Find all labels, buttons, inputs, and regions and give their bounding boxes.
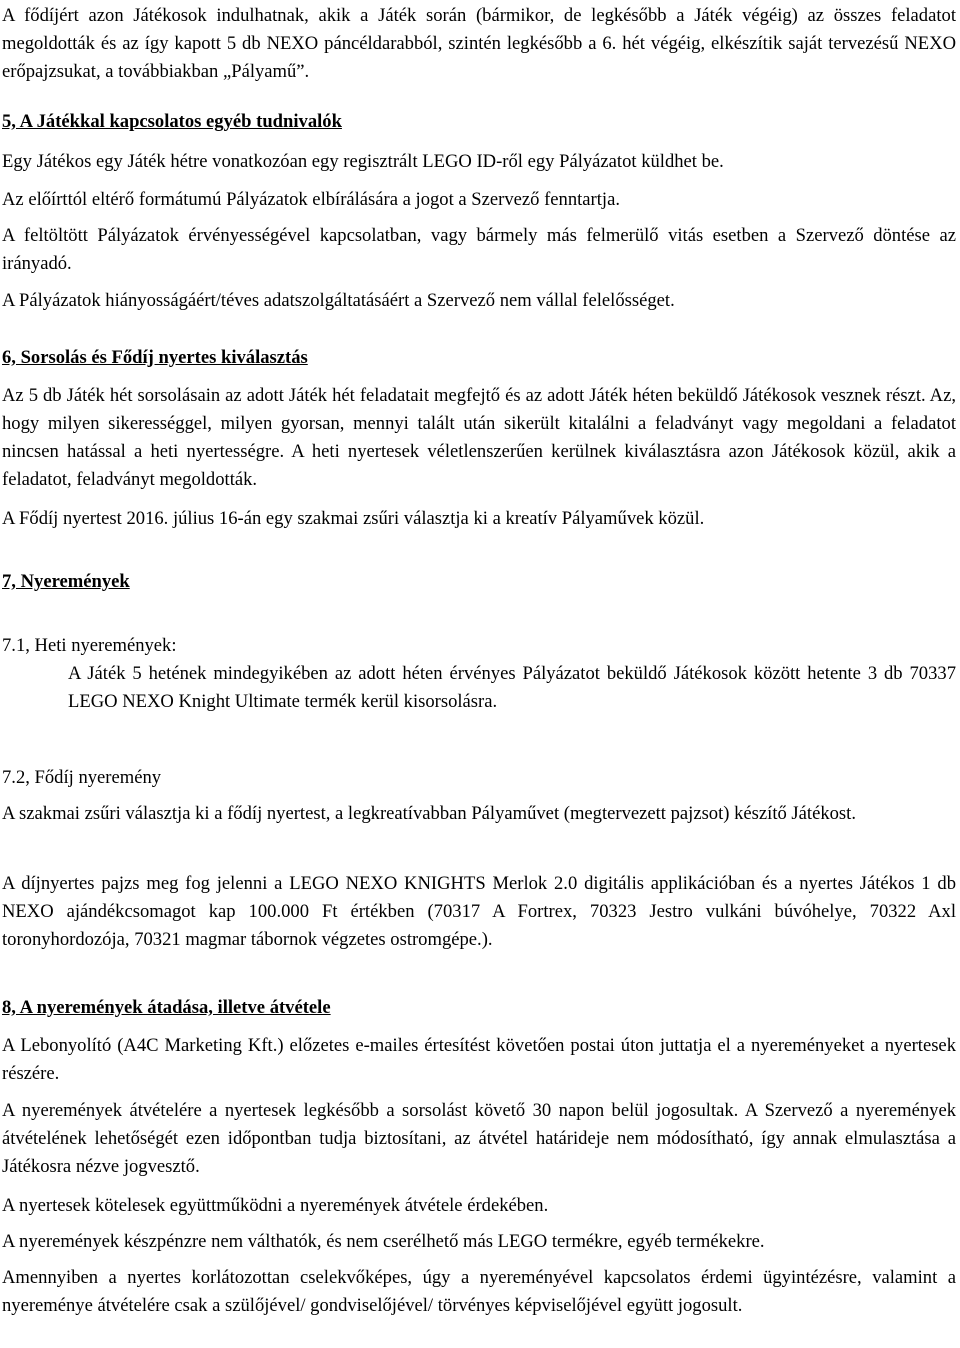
section-5-p2 xyxy=(2,186,956,214)
section-6-p1 xyxy=(2,382,956,494)
paragraph-guardian: Amennyiben a nyertes korlátozottan cselekvőképes, úgy a nyereményével kapcsolatos érdemi ügyintézésre, valamint a nyereménye átvételére csak a szülőjével/ gondviselőjével/ törvényes képviselőjével együtt jogosult. xyxy=(2,1267,956,1316)
paragraph-main-prize-selection: A szakmai zsűri választja ki a fődíj nyertest, a legkreatívabban Pályaművet (megtervezett pajzsot) készítő Játékost. xyxy=(2,803,856,824)
section-8-heading: 8, A nyeremények átadása, illetve átvétele xyxy=(2,997,331,1018)
section-8 xyxy=(2,994,956,1022)
section-8-p3 xyxy=(2,1192,956,1220)
section-7-2-a xyxy=(2,800,956,828)
section-5-p4 xyxy=(2,287,956,315)
paragraph-notification: A Lebonyolító (A4C Marketing Kft.) előzetes e-mailes értesítést követően postai úton juttatja el a nyereményeket a nyertesek részére. xyxy=(2,1035,956,1084)
section-7-heading: 7, Nyeremények xyxy=(2,571,130,592)
section-6-heading: 6, Sorsolás és Fődíj nyertes kiválasztás xyxy=(2,347,308,368)
paragraph-weekly-draws: Az 5 db Játék hét sorsolásain az adott Játék hét feladatait megfejtő és az adott Játék héten beküldő Játékosok vesznek részt. Az, hogy milyen sikerességgel, milyen gyorsan, mennyi talált után sikerült kitalálni a feladványt vagy megoldani a feladatot nincsen hatással a heti nyertességre. A heti nyertesek véletlenszerűen kerülnek kiválasztásra azon Játékosok közül, akik a feladatot, feladványt megoldották. xyxy=(2,385,956,490)
paragraph-main-prize-eligibility: A fődíjért azon Játékosok indulhatnak, akik a Játék során (bármikor, de legkésőbb a Játék végéig) az összes feladatot megoldották és az így kapott 5 db NEXO páncéldarabból, szintén legkésőbb a 6. hét végéig, elkészítik saját tervezésű NEXO erőpajzsukat, a továbbiakban „Pályamű”. xyxy=(2,5,956,82)
section-5 xyxy=(2,108,956,136)
section-7-1-title xyxy=(2,632,956,660)
paragraph-main-prize-jury: A Fődíj nyertest 2016. július 16-án egy szakmai zsűri választja ki a kreatív Pályaművek közül. xyxy=(2,508,705,529)
intro-paragraph xyxy=(2,2,956,86)
subsection-7-1-title: 7.1, Heti nyeremények: xyxy=(2,635,177,656)
section-6-p2 xyxy=(2,505,956,533)
section-7-2-b xyxy=(2,870,956,954)
section-7 xyxy=(2,568,956,596)
section-5-p3 xyxy=(2,222,956,278)
section-8-p5 xyxy=(2,1264,956,1320)
paragraph-cooperation: A nyertesek kötelesek együttműködni a nyeremények átvétele érdekében. xyxy=(2,1195,549,1216)
section-5-heading: 5, A Játékkal kapcsolatos egyéb tudnivalók xyxy=(2,111,342,132)
section-7-2-title xyxy=(2,764,956,792)
paragraph-validity-disputes: A feltöltött Pályázatok érvényességével kapcsolatban, vagy bármely más felmerülő vitás esetben a Szervező döntése az irányadó. xyxy=(2,225,956,274)
section-6 xyxy=(2,344,956,372)
paragraph-no-cash: A nyeremények készpénzre nem válthatók, és nem cserélhető más LEGO termékre, egyéb termékekre. xyxy=(2,1231,765,1252)
section-5-p1 xyxy=(2,148,956,176)
subsection-7-2-title: 7.2, Fődíj nyeremény xyxy=(2,767,162,788)
paragraph-format-rights: Az előírttól eltérő formátumú Pályázatok elbírálására a jogot a Szervező fenntartja. xyxy=(2,189,620,210)
section-8-p2 xyxy=(2,1097,956,1181)
paragraph-one-entry-per-week: Egy Játékos egy Játék hétre vonatkozóan egy regisztrált LEGO ID-ről egy Pályázatot küldhet be. xyxy=(2,151,724,172)
paragraph-no-liability: A Pályázatok hiányosságáért/téves adatszolgáltatásáért a Szervező nem vállal felelősséget. xyxy=(2,290,675,311)
paragraph-main-prize-details: A díjnyertes pajzs meg fog jelenni a LEGO NEXO KNIGHTS Merlok 2.0 digitális applikációban és a nyertes Játékos 1 db NEXO ajándékcsomagot kap 100.000 Ft értékben (70317 A Fortrex, 70323 Jestro vulkáni búvóhelye, 70322 Axl toronyhordozója, 70321 magmar tábornok végzetes ostromgépe.). xyxy=(2,873,956,950)
section-8-p4 xyxy=(2,1228,956,1256)
paragraph-collection-deadline: A nyeremények átvételére a nyertesek legkésőbb a sorsolást követő 30 napon belül jogosultak. A Szervező a nyeremények átvételének lehetőségét ezen időpontban tudja biztosítani, az átvétel határideje nem módosítható, így annak elmulasztása a Játékosra nézve jogvesztő. xyxy=(2,1100,956,1177)
section-8-p1 xyxy=(2,1032,956,1088)
section-7-1-body xyxy=(68,660,956,716)
paragraph-weekly-prizes: A Játék 5 hetének mindegyikében az adott héten érvényes Pályázatot beküldő Játékosok között hetente 3 db 70337 LEGO NEXO Knight Ultimate termék kerül kisorsolásra. xyxy=(68,663,956,712)
